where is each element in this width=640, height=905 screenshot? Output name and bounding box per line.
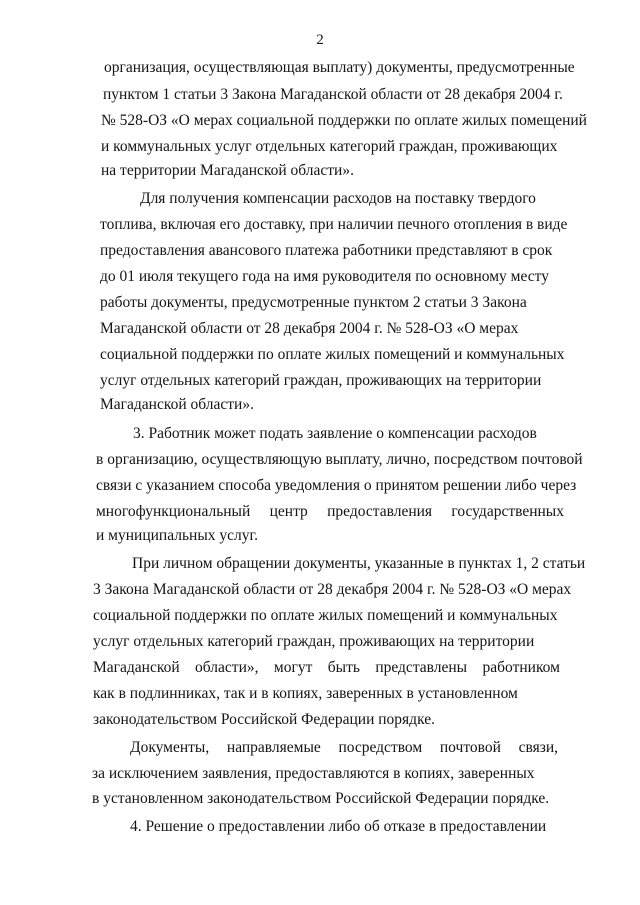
text-line [0, 292, 640, 314]
text-line [0, 214, 640, 236]
text-line-content: 4. Решение о предоставлении либо об отказе в предоставлении [130, 818, 547, 835]
text-line-justified [130, 737, 558, 759]
text-line [0, 449, 640, 471]
text-line [0, 553, 640, 575]
text-line-content: как в подлинниках, так и в копиях, заверенных в установленном [93, 685, 518, 702]
text-line [0, 788, 640, 810]
text-line-content: предоставления авансового платежа работники представляют в срок [100, 242, 553, 259]
text-line-content: социальной поддержки по оплате жилых помещений и коммунальных [100, 346, 565, 363]
text-word: быть [327, 659, 360, 676]
text-line-content: работы документы, предусмотренные пунктом 2 статьи 3 Закона [100, 294, 527, 311]
text-line [0, 525, 640, 547]
text-line [0, 188, 640, 210]
text-word: области», [195, 659, 259, 676]
text-line [0, 136, 640, 158]
text-line-content: Магаданской области». [100, 396, 254, 413]
page-number: 2 [316, 32, 324, 48]
text-line-content: Для получения компенсации расходов на поставку твердого [140, 190, 536, 207]
text-line-justified [93, 657, 560, 679]
text-line-content: Магаданской области от 28 декабря 2004 г. № 528-ОЗ «О мерах [100, 320, 519, 337]
text-line [0, 475, 640, 497]
text-line-content: законодательством Российской Федерации порядке. [93, 711, 435, 728]
text-word: могут [273, 659, 313, 676]
text-line-content: и муниципальных услуг. [96, 527, 258, 544]
text-word: представлены [375, 659, 468, 676]
text-line-content: в организацию, осуществляющую выплату, лично, посредством почтовой [96, 451, 583, 468]
text-line-content: топлива, включая его доставку, при наличии печного отопления в виде [100, 216, 568, 233]
text-word: связи, [518, 739, 558, 756]
text-line-content: в установленном законодательством Российской Федерации порядке. [92, 790, 550, 807]
text-line-content: до 01 июля текущего года на имя руководителя по основному месту [100, 268, 549, 285]
text-word: посредством [338, 739, 423, 756]
text-line [0, 84, 640, 106]
text-line-content: за исключением заявления, предоставляются в копиях, заверенных [92, 765, 535, 782]
text-word: предоставления [327, 503, 433, 520]
text-line [0, 683, 640, 705]
text-line [0, 110, 640, 132]
text-line-content: на территории Магаданской области». [101, 162, 354, 179]
text-line [0, 709, 640, 731]
text-line [0, 763, 640, 785]
text-line [0, 631, 640, 653]
text-word: центр [269, 503, 308, 520]
text-line [0, 344, 640, 366]
text-word: государственных [451, 503, 564, 520]
text-line-justified [96, 501, 564, 523]
text-line-content: организация, осуществляющая выплату) документы, предусмотренные [104, 59, 575, 76]
text-line-content: 3 Закона Магаданской области от 28 декабря 2004 г. № 528-ОЗ «О мерах [93, 581, 572, 598]
text-line-content: пунктом 1 статьи 3 Закона Магаданской области от 28 декабря 2004 г. [103, 86, 563, 103]
text-line-content: 3. Работник может подать заявление о компенсации расходов [133, 425, 537, 442]
text-line [0, 394, 640, 416]
text-line-content: При личном обращении документы, указанные в пунктах 1, 2 статьи [132, 555, 586, 572]
text-line [0, 240, 640, 262]
text-line [0, 816, 640, 838]
text-line [0, 579, 640, 601]
text-line-content: и коммунальных услуг отдельных категорий граждан, проживающих [101, 138, 558, 155]
text-line [0, 318, 640, 340]
text-line [0, 605, 640, 627]
text-line [0, 423, 640, 445]
text-line-content: № 528-ОЗ «О мерах социальной поддержки по оплате жилых помещений [101, 112, 587, 129]
text-line-content: услуг отдельных категорий граждан, проживающих на территории [93, 633, 535, 650]
text-line-content: социальной поддержки по оплате жилых помещений и коммунальных [93, 607, 558, 624]
text-word: почтовой [439, 739, 501, 756]
text-line [0, 266, 640, 288]
text-line [0, 160, 640, 182]
text-line-content: связи с указанием способа уведомления о принятом решении либо через [96, 477, 577, 494]
text-line [0, 370, 640, 392]
text-word: многофункциональный [96, 503, 251, 520]
text-word: Документы, [130, 739, 210, 756]
text-line [0, 57, 640, 79]
text-line-content: услуг отдельных категорий граждан, проживающих на территории [100, 372, 542, 389]
text-word: Магаданской [93, 659, 180, 676]
text-word: работником [482, 659, 560, 676]
text-word: направляемые [226, 739, 321, 756]
